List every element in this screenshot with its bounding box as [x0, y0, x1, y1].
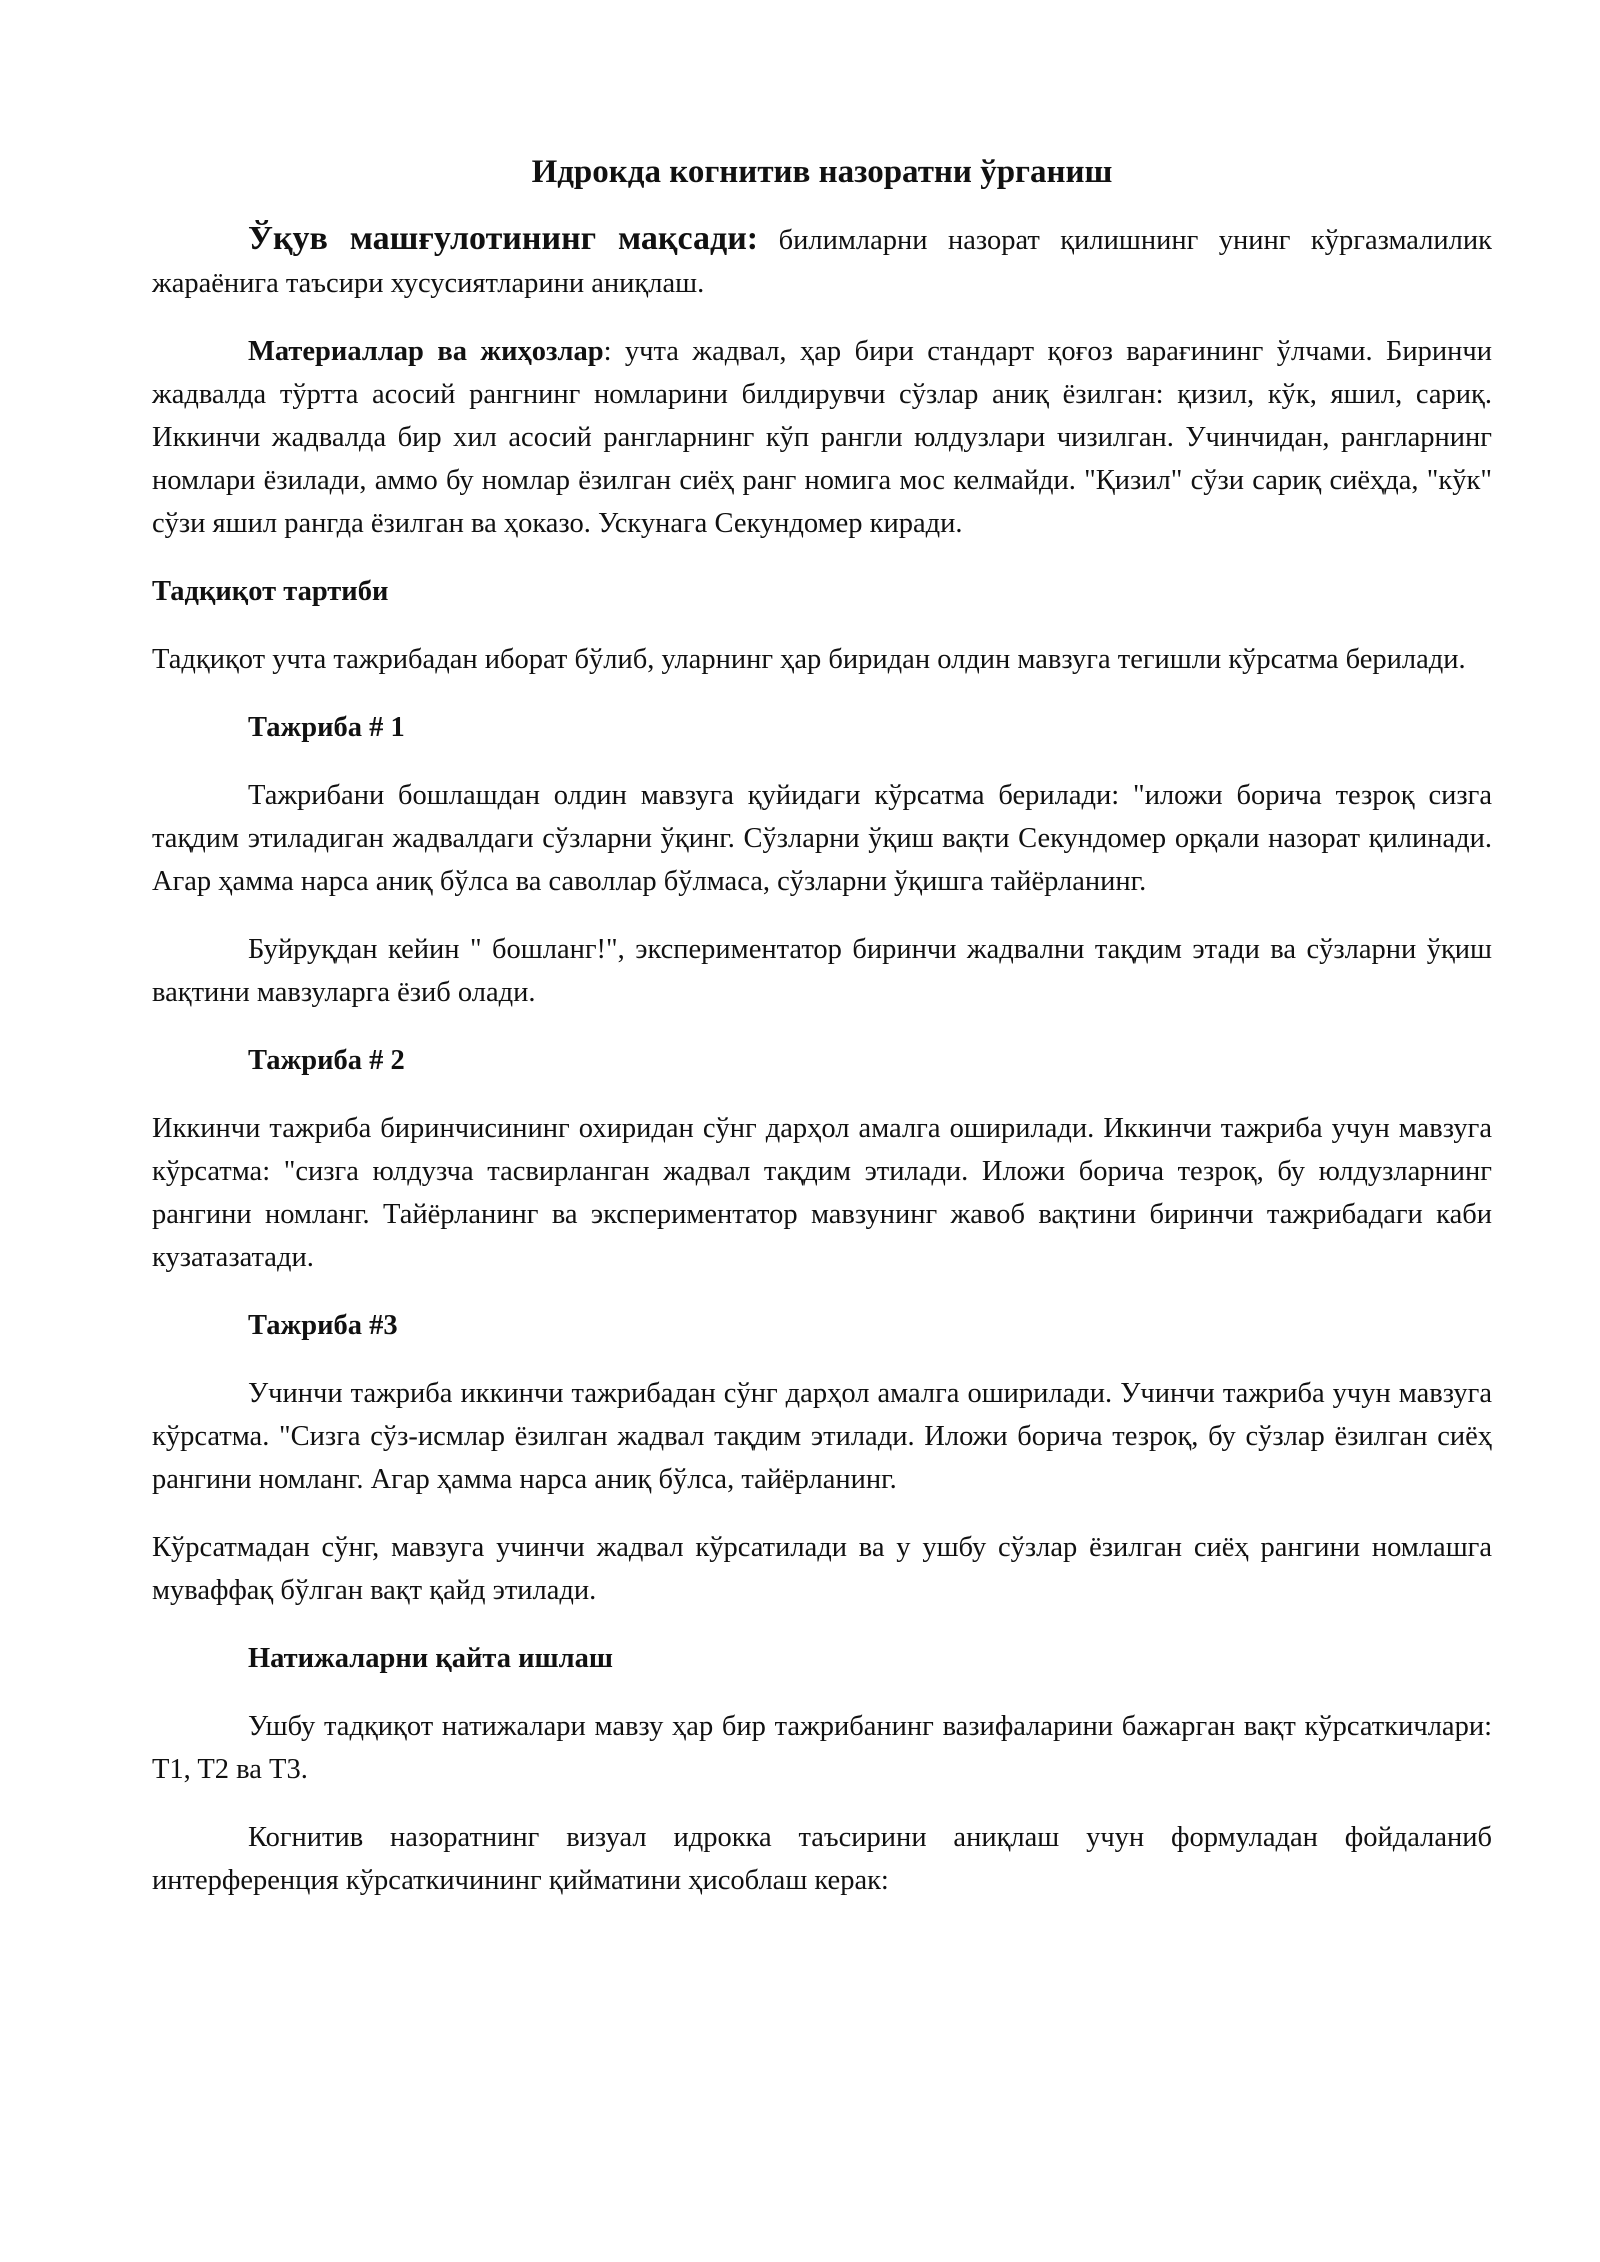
experiment-1-paragraph-2: Буйруқдан кейин " бошланг!", экспериментатор биринчи жадвални тақдим этади ва сўзларни ўқиш вақтини мавзуларга ёзиб олади. [152, 934, 1492, 1008]
materials-paragraph [152, 330, 1492, 545]
experiment-2-paragraph-1: Иккинчи тажриба биринчисининг охиридан сўнг дарҳол амалга оширилади. Иккинчи тажриба учун мавзуга кўрсатма: "сизга юлдузча тасвирланган жадвал тақдим этилади. Иложи борича тезроқ, бу юлдузларнинг рангини номланг. Тайёрланинг ва экспериментатор мавзунинг жавоб вақтини биринчи тажрибадаги каби кузатазатади. [152, 1113, 1492, 1273]
procedure-heading: Тадқиқот тартиби [152, 576, 389, 607]
document-page [152, 150, 1492, 1927]
results-paragraph-2: Когнитив назоратнинг визуал идрокка таъсирини аниқлаш учун формуладан фойдаланиб интерференция кўрсаткичининг қийматини ҳисоблаш керак: [152, 1822, 1492, 1896]
experiment-3-heading: Тажриба #3 [248, 1310, 398, 1341]
purpose-paragraph [152, 217, 1492, 305]
results-heading: Натижаларни қайта ишлаш [248, 1643, 613, 1674]
document-title: Идрокда когнитив назоратни ўрганиш [531, 154, 1113, 190]
procedure-paragraph: Тадқиқот учта тажрибадан иборат бўлиб, уларнинг ҳар биридан олдин мавзуга тегишли кўрсатма берилади. [152, 644, 1466, 675]
purpose-text: билимларни назорат қилишнинг унинг кўргазмалилик жараёнига таъсири хусусиятларини аниқлаш. [152, 225, 1493, 299]
materials-label: Материаллар ва жиҳозлар [248, 336, 604, 367]
experiment-3-paragraph-2: Кўрсатмадан сўнг, мавзуга учинчи жадвал кўрсатилади ва у ушбу сўзлар ёзилган сиёҳ рангини номлашга муваффақ бўлган вақт қайд этилади. [152, 1532, 1492, 1606]
experiment-1-paragraph-1: Тажрибани бошлашдан олдин мавзуга қуйидаги кўрсатма берилади: "иложи борича тезроқ сизга тақдим этиладиган жадвалдаги сўзларни ўқинг. Сўзларни ўқиш вақти Секундомер орқали назорат қилинади. Агар ҳамма нарса аниқ бўлса ва саволлар бўлмаса, сўзларни ўқишга тайёрланинг. [152, 780, 1492, 897]
results-paragraph-1: Ушбу тадқиқот натижалари мавзу ҳар бир тажрибанинг вазифаларини бажарган вақт кўрсаткичлари: T1, T2 ва T3. [152, 1711, 1492, 1785]
materials-text: : учта жадвал, ҳар бири стандарт қоғоз варағининг ўлчами. Биринчи жадвалда тўртта асосий рангнинг номларини билдирувчи сўзлар аниқ ёзилган: қизил, кўк, яшил, сариқ. Иккинчи жадвалда бир хил асосий рангларнинг кўп рангли юлдузлари чизилган. Учинчидан, рангларнинг номлари ёзилади, аммо бу номлар ёзилган сиёҳ ранг номига мос келмайди. "Қизил" сўзи сариқ сиёҳда, "кўк" сўзи яшил рангда ёзилган ва ҳоказо. Ускунага Секундомер киради. [152, 336, 1492, 539]
experiment-2-heading: Тажриба # 2 [248, 1045, 405, 1076]
experiment-3-paragraph-1: Учинчи тажриба иккинчи тажрибадан сўнг дарҳол амалга оширилади. Учинчи тажриба учун мавзуга кўрсатма. "Сизга сўз-исмлар ёзилган жадвал тақдим этилади. Иложи борича тезроқ, бу сўзлар ёзилган сиёҳ рангини номланг. Агар ҳамма нарса аниқ бўлса, тайёрланинг. [152, 1378, 1492, 1495]
experiment-1-heading: Тажриба # 1 [248, 712, 405, 743]
purpose-label: Ўқув машғулотининг мақсади: [248, 220, 759, 257]
